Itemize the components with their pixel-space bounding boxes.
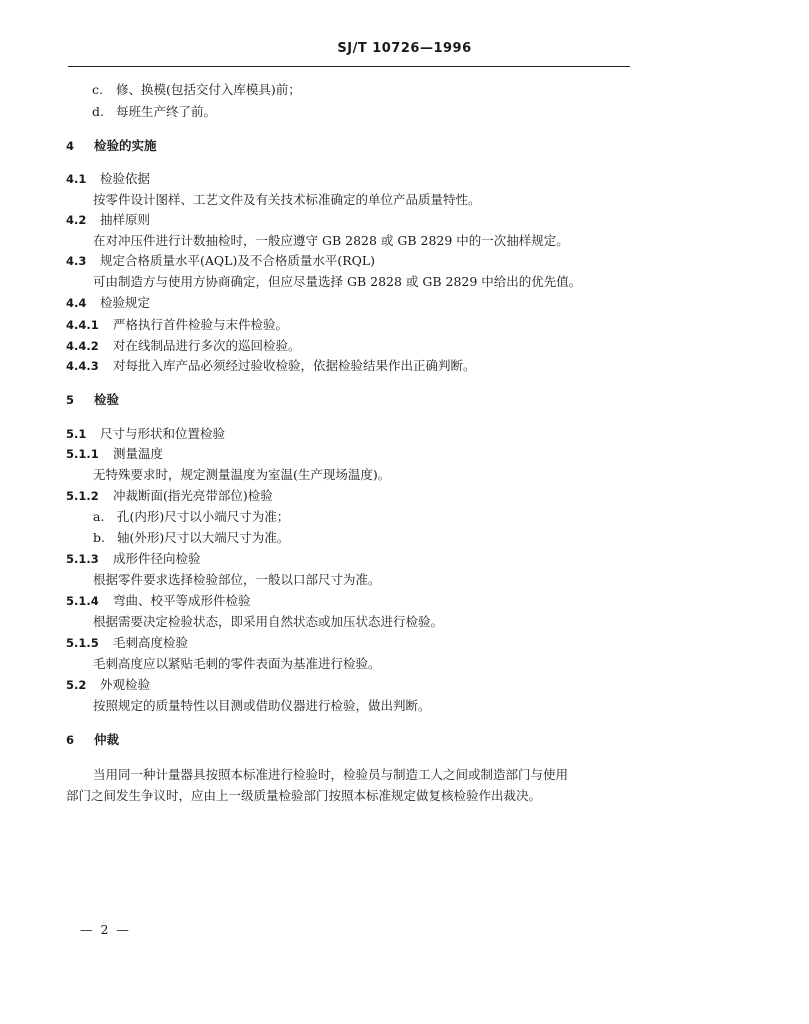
section-5-1-3-heading: [66, 551, 201, 567]
clause-text: 对每批入库产品必须经过验收检验，依据检验结果作出正确判断。: [113, 358, 476, 373]
list-text: 修、换模(包括交付入库模具)前；: [116, 82, 301, 97]
section-title: 仲裁: [94, 732, 120, 747]
section-5-2-body: 按照规定的质量特性以目测或借助仪器进行检验，做出判断。: [93, 698, 431, 713]
clause-4-4-3: [66, 358, 476, 374]
clause-4-4-1: [66, 317, 288, 333]
clause-title: 成形件径向检验: [113, 551, 201, 566]
section-6-body-line-1: 当用同一种计量器具按照本标准进行检验时，检验员与制造工人之间或制造部门与使用: [93, 767, 569, 782]
list-marker: b.: [93, 530, 105, 545]
section-5-heading: [66, 392, 119, 408]
section-4-2-body: 在对冲压件进行计数抽检时，一般应遵守 GB 2828 或 GB 2829 中的一次抽样规定。: [93, 233, 569, 248]
list-text: 轴(外形)尺寸以大端尺寸为准。: [117, 530, 290, 545]
section-4-heading: [66, 138, 157, 154]
section-number: 4.3: [66, 254, 87, 268]
clause-number: 4.4.3: [66, 359, 99, 373]
list-text: 孔(内形)尺寸以小端尺寸为准；: [117, 509, 290, 524]
standard-code-header: SJ/T 10726—1996: [337, 41, 472, 56]
clause-number: 5.1.1: [66, 447, 99, 461]
clause-number: 4.4.1: [66, 318, 99, 332]
clause-number: 5.1.3: [66, 552, 99, 566]
clause-text: 严格执行首件检验与末件检验。: [113, 317, 289, 332]
list-item-c: [92, 82, 301, 98]
section-5-1-3-body: 根据零件要求选择检验部位，一般以口部尺寸为准。: [93, 572, 381, 587]
clause-title: 毛刺高度检验: [113, 635, 189, 650]
section-title: 规定合格质量水平(AQL)及不合格质量水平(RQL): [100, 253, 376, 268]
section-number: 5.2: [66, 678, 87, 692]
section-title: 检验: [94, 392, 120, 407]
clause-text: 对在线制品进行多次的巡回检验。: [113, 338, 301, 353]
section-number: 4.2: [66, 213, 87, 227]
section-4-2-heading: [66, 212, 150, 228]
page-number: — 2 —: [80, 922, 131, 937]
section-title: 抽样原则: [100, 212, 151, 227]
section-6-heading: [66, 732, 119, 748]
section-title: 检验的实施: [94, 138, 157, 153]
section-5-1-1-body: 无特殊要求时，规定测量温度为室温(生产现场温度)。: [93, 467, 391, 482]
section-number: 4: [66, 139, 75, 153]
list-item-d: [92, 104, 216, 120]
section-6-body-line-2: 部门之间发生争议时，应由上一级质量检验部门按照本标准规定做复核检验作出裁决。: [66, 788, 542, 803]
section-title: 检验规定: [100, 295, 151, 310]
section-5-1-heading: [66, 426, 225, 442]
section-4-3-body: 可由制造方与使用方协商确定，但应尽量选择 GB 2828 或 GB 2829 中给出的优先值。: [93, 274, 582, 289]
clause-number: 4.4.2: [66, 339, 99, 353]
clause-4-4-2: [66, 338, 301, 354]
section-number: 6: [66, 733, 75, 747]
clause-number: 5.1.4: [66, 594, 99, 608]
list-marker: a.: [93, 509, 105, 524]
list-item-a: [93, 509, 289, 525]
section-number: 5: [66, 393, 75, 407]
clause-title: 弯曲、校平等成形件检验: [113, 593, 251, 608]
section-5-1-2-heading: [66, 488, 273, 504]
section-number: 5.1: [66, 427, 87, 441]
section-title: 外观检验: [100, 677, 151, 692]
section-5-2-heading: [66, 677, 150, 693]
section-4-1-heading: [66, 171, 150, 187]
section-number: 4.1: [66, 172, 87, 186]
clause-title: 测量温度: [113, 446, 164, 461]
section-5-1-4-body: 根据需要决定检验状态，即采用自然状态或加压状态进行检验。: [93, 614, 444, 629]
section-5-1-5-heading: [66, 635, 188, 651]
section-4-4-heading: [66, 295, 150, 311]
clause-number: 5.1.2: [66, 489, 99, 503]
section-4-3-heading: [66, 253, 375, 269]
list-marker: d.: [92, 104, 104, 119]
list-text: 每班生产终了前。: [116, 104, 217, 119]
clause-number: 5.1.5: [66, 636, 99, 650]
section-title: 检验依据: [100, 171, 151, 186]
list-marker: c.: [92, 82, 103, 97]
section-4-1-body: 按零件设计图样、工艺文件及有关技术标准确定的单位产品质量特性。: [93, 192, 481, 207]
header-rule: [68, 66, 630, 67]
section-title: 尺寸与形状和位置检验: [100, 426, 226, 441]
section-5-1-1-heading: [66, 446, 163, 462]
list-item-b: [93, 530, 289, 546]
section-5-1-4-heading: [66, 593, 251, 609]
section-number: 4.4: [66, 296, 87, 310]
section-5-1-5-body: 毛刺高度应以紧贴毛刺的零件表面为基准进行检验。: [93, 656, 381, 671]
clause-title: 冲裁断面(指光亮带部位)检验: [113, 488, 273, 503]
